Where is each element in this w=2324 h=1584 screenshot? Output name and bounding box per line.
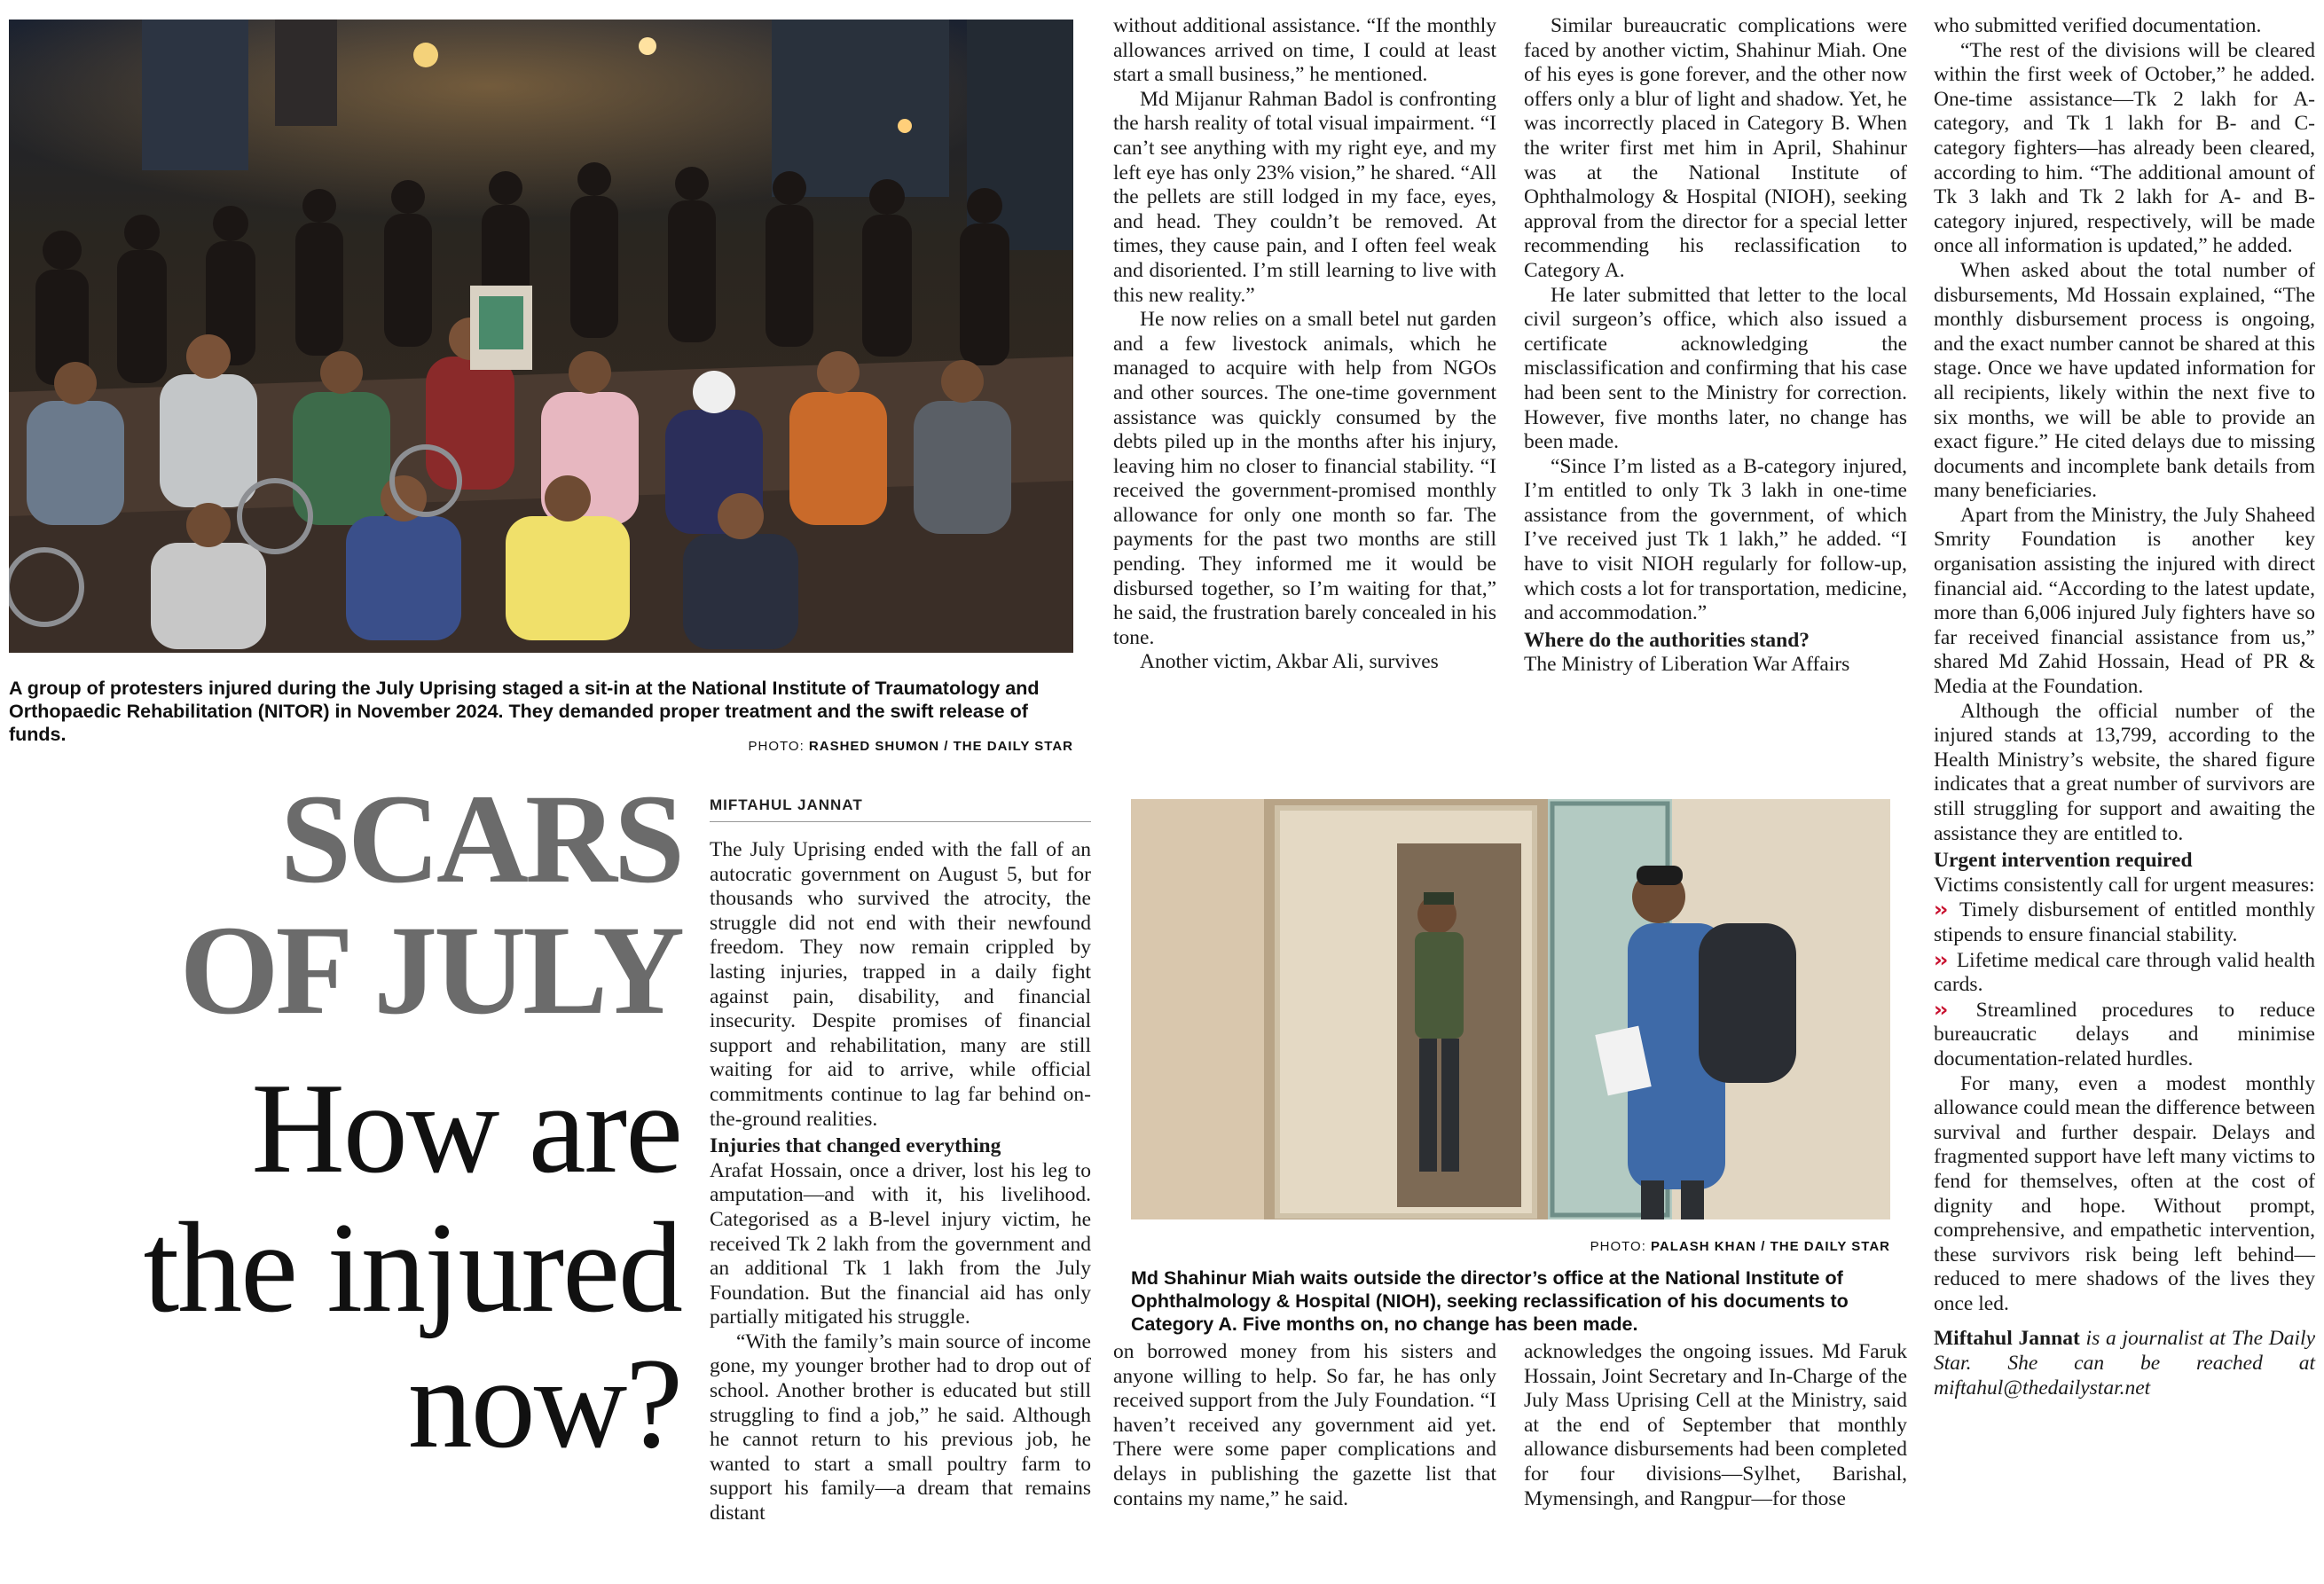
double-chevron-right-icon: ›› (1934, 897, 1946, 922)
paragraph: When asked about the total number of disbursements, Md Hossain explained, “The monthly disbursement process is ongoing, and the exact number cannot be shared at this stage. Once we have updated information for all recipients, likely within the next five to six months, we will be able to provide an exact figure.” He cited delays due to missing documents and incomplete bank details from many beneficiaries. (1934, 258, 2315, 503)
paragraph: “The rest of the divisions will be cleared within the first week of October,” he added. One-time assistance—Tk 2 lakh for A-category, and Tk 1 lakh for B- and C-category fighters—has already been cleared, according to him. “The additional amount of Tk 3 lakh and Tk 2 lakh for A- and B-category injured, respectively, will be made once all information is updated,” he added. (1934, 38, 2315, 258)
paragraph: Arafat Hossain, once a driver, lost his leg to amputation—and with it, his livelihood. Categorised as a B-level injury victim, he received Tk 2 lakh from the government and an additional Tk 1 lakh from the July Foundation. But the financial aid has only partially mitigated his struggle. (710, 1158, 1091, 1329)
author-bio-text: is a journalist at The Daily Star. She can be reached at miftahul@thedailystar.net (1934, 1327, 2315, 1400)
nioh-photo-credit (1131, 1239, 1890, 1254)
top-photo-caption: A group of protesters injured during the July Uprising staged a sit-in at the National Institute of Traumatology and Orthopaedic Rehabilitation (NITOR) in November 2024. They demanded proper treatment and the swift release of funds. (9, 678, 1040, 745)
subhead-authorities: Where do the authorities stand? (1524, 628, 1810, 652)
headline-line-2: the injured (143, 1196, 681, 1339)
list-item-text: Streamlined procedures to reduce bureaucratic delays and minimise documentation-related hurdles. (1934, 998, 2316, 1070)
paragraph: Although the official number of the injured stands at 13,799, according to the Health Ministry’s website, the shared figure indicates that a great number of survivors are still struggling for support and awaiting the assistance they are entitled to. (1934, 699, 2315, 845)
subhead-urgent: Urgent intervention required (1934, 849, 2193, 873)
list-item-text: Lifetime medical care through valid health cards. (1934, 948, 2315, 997)
paragraph: The July Uprising ended with the fall of an autocratic government on August 5, but for thousands who survived the atrocity, the struggle did not end with their newfound freedom. They now remain crippled by lasting injuries, trapped in a daily fight against pain, disability, and financial insecurity. Despite promises of financial support and rehabilitation, many are still waiting for aid to arrive, while official commitments continue to lag far behind on-the-ground realities. (710, 838, 1091, 1131)
list-item (1934, 948, 2315, 998)
list-item (1934, 898, 2315, 947)
paragraph: For many, even a modest monthly allowance could mean the difference between survival and further despair. Delays and fragmented support have left many victims to fend for themselves, often at the cost of dignity and hope. Without prompt, comprehensive, and empathetic intervention, these survivors risk being left behind—reduced to mere shadows of the lives they once led. (1934, 1071, 2315, 1315)
column-a (710, 838, 1091, 1526)
column-b-bottom (1113, 1340, 1496, 1511)
paragraph: Md Mijanur Rahman Badol is confronting the harsh reality of total visual impairment. “I can’t see anything with my right eye, and my left eye has only 23% vision,” he shared. “All the pellets are still lodged in my face, eyes, and head. They couldn’t be removed. At times, they cause pain, and I often feel weak and disoriented. I’m still learning to live with this new reality.” (1113, 87, 1496, 307)
column-c-bottom (1524, 1340, 1907, 1511)
credit-prefix: PHOTO: (1590, 1239, 1652, 1254)
paragraph: without additional assistance. “If the monthly allowances arrived on time, I could at least start a small business,” he mentioned. (1113, 14, 1496, 87)
headline-line-3: now? (407, 1331, 681, 1475)
hospital-corridor-photo (1131, 799, 1890, 1219)
nioh-photo (1131, 799, 1890, 1219)
top-photo-credit (687, 739, 1073, 754)
paragraph: Another victim, Akbar Ali, survives (1140, 650, 1439, 674)
paragraph: The Ministry of Liberation War Affairs (1524, 653, 1850, 677)
column-c-top (1524, 14, 1907, 678)
list-item (1934, 998, 2315, 1072)
paragraph: Apart from the Ministry, the July Shaheed Smrity Foundation is another key organisation assisting the injured with direct financial aid. “According to the latest update, more than 6,006 injured July fighters have so far received financial assistance from us,” shared Md Zahid Hossain, Head of PR & Media at the Foundation. (1934, 503, 2315, 699)
subhead-injuries: Injuries that changed everything (710, 1134, 1001, 1158)
paragraph: who submitted verified documentation. (1934, 14, 2262, 37)
credit-prefix: PHOTO: (748, 739, 809, 754)
column-b-top (1113, 14, 1496, 675)
paragraph: Similar bureaucratic complications were faced by another victim, Shahinur Miah. One of his eyes is gone forever, and the other now offers only a blur of light and shadow. Yet, he was incorrectly placed in Category B. When the writer first met him in April, Shahinur was at the National Institute of Ophthalmology & Hospital (NIOH), seeking approval from the director for a special letter recommending his reclassification to Category A. (1524, 14, 1907, 282)
paragraph: “Since I’m listed as a B-category injured, I’m entitled to only Tk 3 lakh in one-time assistance from the government, of which I’ve received just Tk 1 lakh,” he added. “I have to visit NIOH regularly for follow-up, which costs a lot for transportation, medicine, and accommodation.” (1524, 454, 1907, 625)
list-item-text: Timely disbursement of entitled monthly stipends to ensure financial stability. (1934, 898, 2315, 946)
kicker-line-2: OF JULY (179, 900, 681, 1041)
credit-name: PALASH KHAN / THE DAILY STAR (1651, 1239, 1890, 1254)
paragraph: He later submitted that letter to the local civil surgeon’s office, which also issued a certificate acknowledging the misclassification and confirming that his case had been sent to the Ministry for correction. However, five months later, no change has been made. (1524, 283, 1907, 454)
author-name: Miftahul Jannat (1934, 1327, 2080, 1351)
protest-sit-in-photo (9, 20, 1073, 653)
byline: MIFTAHUL JANNAT (710, 796, 863, 813)
double-chevron-right-icon: ›› (1934, 996, 1946, 1022)
paragraph: on borrowed money from his sisters and anyone willing to help. So far, he has only received support from the July Foundation. “I haven’t received any government aid yet. There were some paper complications and delays in publishing the gazette list that contains my name,” he said. (1113, 1340, 1496, 1510)
byline-rule (710, 821, 1091, 822)
column-d (1934, 14, 2315, 1400)
author-bio (1934, 1327, 2315, 1400)
paragraph: Victims consistently call for urgent measures: (1934, 873, 2315, 897)
nioh-photo-caption: Md Shahinur Miah waits outside the director’s office at the National Institute of Ophthalmology & Hospital (NIOH), seeking reclassification of his documents to Category A. Five months on, no change has been made. (1131, 1267, 1849, 1335)
paragraph: “With the family’s main source of income gone, my younger brother had to drop out of school. Another brother is educated but still struggling to find a job,” he said. Although he cannot return to his previous job, he wanted to start a small poultry farm to support his family—a dream that remains distant (710, 1329, 1091, 1525)
paragraph: acknowledges the ongoing issues. Md Faruk Hossain, Joint Secretary and In-Charge of the July Mass Uprising Cell at the Ministry, said at the end of September that monthly allowance disbursements had been completed for four divisions—Sylhet, Barishal, Mymensingh, and Rangpur—for those (1524, 1340, 1907, 1510)
kicker-line-1: SCARS (279, 769, 681, 910)
headline-line-1: How are (251, 1056, 681, 1200)
paragraph: He now relies on a small betel nut garden and a few livestock animals, which he managed to acquire with help from NGOs and other sources. The one-time government assistance was quickly consumed by the debts piled up in the months after his injury, leaving him no closer to financial stability. “I received the government-promised monthly allowance for only one month so far. The payments for the past two months are still pending. They informed me it would be disbursed together, so I’m waiting for that,” he said, the frustration barely concealed in his tone. (1113, 308, 1496, 649)
double-chevron-right-icon: ›› (1934, 946, 1946, 972)
credit-name: RASHED SHUMON / THE DAILY STAR (808, 739, 1073, 754)
top-photo (9, 20, 1073, 653)
demands-list (1934, 898, 2315, 1071)
